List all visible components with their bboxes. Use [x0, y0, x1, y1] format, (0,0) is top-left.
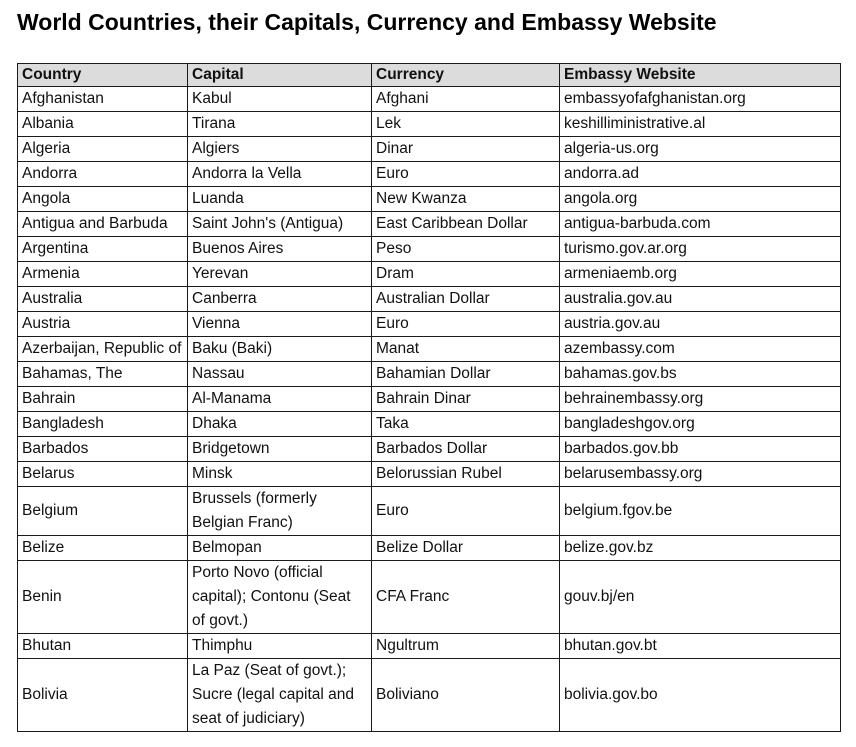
- currency-cell: Belorussian Rubel: [372, 462, 560, 487]
- country-cell: Armenia: [18, 262, 188, 287]
- embassy-website-cell: bhutan.gov.bt: [560, 634, 841, 659]
- country-cell: Angola: [18, 187, 188, 212]
- capital-cell: La Paz (Seat of govt.); Sucre (legal capital and seat of judiciary): [188, 659, 372, 732]
- table-row: [18, 262, 841, 287]
- country-cell: Belgium: [18, 487, 188, 536]
- currency-cell: Ngultrum: [372, 634, 560, 659]
- country-cell: Andorra: [18, 162, 188, 187]
- embassy-website-cell: barbados.gov.bb: [560, 437, 841, 462]
- embassy-website-cell: bolivia.gov.bo: [560, 659, 841, 732]
- embassy-website-cell: azembassy.com: [560, 337, 841, 362]
- currency-cell: Dinar: [372, 137, 560, 162]
- capital-cell: Bridgetown: [188, 437, 372, 462]
- embassy-website-cell: antigua-barbuda.com: [560, 212, 841, 237]
- capital-cell: Dhaka: [188, 412, 372, 437]
- currency-cell: Euro: [372, 487, 560, 536]
- currency-cell: Lek: [372, 112, 560, 137]
- currency-cell: Boliviano: [372, 659, 560, 732]
- country-cell: Bolivia: [18, 659, 188, 732]
- capital-cell: Vienna: [188, 312, 372, 337]
- capital-cell: Yerevan: [188, 262, 372, 287]
- embassy-website-cell: embassyofafghanistan.org: [560, 87, 841, 112]
- capital-cell: Baku (Baki): [188, 337, 372, 362]
- table-row: [18, 287, 841, 312]
- capital-cell: Andorra la Vella: [188, 162, 372, 187]
- currency-cell: Barbados Dollar: [372, 437, 560, 462]
- embassy-website-cell: armeniaemb.org: [560, 262, 841, 287]
- embassy-website-cell: behrainembassy.org: [560, 387, 841, 412]
- table-row: [18, 437, 841, 462]
- table-row: [18, 536, 841, 561]
- currency-cell: East Caribbean Dollar: [372, 212, 560, 237]
- currency-cell: Taka: [372, 412, 560, 437]
- capital-cell: Luanda: [188, 187, 372, 212]
- capital-cell: Kabul: [188, 87, 372, 112]
- country-cell: Barbados: [18, 437, 188, 462]
- currency-cell: CFA Franc: [372, 561, 560, 634]
- page-title: World Countries, their Capitals, Currency and Embassy Website: [17, 9, 717, 35]
- country-cell: Afghanistan: [18, 87, 188, 112]
- currency-cell: Bahamian Dollar: [372, 362, 560, 387]
- countries-table: [17, 63, 841, 732]
- currency-cell: Belize Dollar: [372, 536, 560, 561]
- table-row: [18, 561, 841, 634]
- capital-cell: Minsk: [188, 462, 372, 487]
- currency-cell: Manat: [372, 337, 560, 362]
- embassy-website-cell: angola.org: [560, 187, 841, 212]
- table-row: [18, 237, 841, 262]
- embassy-website-cell: algeria-us.org: [560, 137, 841, 162]
- capital-cell: Belmopan: [188, 536, 372, 561]
- embassy-website-cell: gouv.bj/en: [560, 561, 841, 634]
- country-cell: Bhutan: [18, 634, 188, 659]
- country-cell: Algeria: [18, 137, 188, 162]
- table-row: [18, 87, 841, 112]
- country-cell: Bangladesh: [18, 412, 188, 437]
- embassy-website-cell: turismo.gov.ar.org: [560, 237, 841, 262]
- table-row: [18, 212, 841, 237]
- table-row: [18, 412, 841, 437]
- capital-cell: Tirana: [188, 112, 372, 137]
- capital-cell: Porto Novo (official capital); Contonu (Seat of govt.): [188, 561, 372, 634]
- currency-cell: New Kwanza: [372, 187, 560, 212]
- currency-cell: Dram: [372, 262, 560, 287]
- country-cell: Azerbaijan, Republic of: [18, 337, 188, 362]
- country-cell: Australia: [18, 287, 188, 312]
- table-header-row: [18, 64, 841, 87]
- embassy-website-cell: belarusembassy.org: [560, 462, 841, 487]
- country-cell: Austria: [18, 312, 188, 337]
- embassy-website-cell: australia.gov.au: [560, 287, 841, 312]
- table-row: [18, 137, 841, 162]
- table-row: [18, 362, 841, 387]
- column-header-capital: Capital: [188, 64, 372, 87]
- currency-cell: Afghani: [372, 87, 560, 112]
- country-cell: Antigua and Barbuda: [18, 212, 188, 237]
- column-header-currency: Currency: [372, 64, 560, 87]
- table-row: [18, 387, 841, 412]
- embassy-website-cell: belize.gov.bz: [560, 536, 841, 561]
- embassy-website-cell: austria.gov.au: [560, 312, 841, 337]
- table-row: [18, 487, 841, 536]
- capital-cell: Saint John's (Antigua): [188, 212, 372, 237]
- capital-cell: Buenos Aires: [188, 237, 372, 262]
- capital-cell: Nassau: [188, 362, 372, 387]
- embassy-website-cell: andorra.ad: [560, 162, 841, 187]
- table-row: [18, 312, 841, 337]
- capital-cell: Thimphu: [188, 634, 372, 659]
- currency-cell: Euro: [372, 162, 560, 187]
- country-cell: Albania: [18, 112, 188, 137]
- country-cell: Benin: [18, 561, 188, 634]
- currency-cell: Bahrain Dinar: [372, 387, 560, 412]
- table-row: [18, 187, 841, 212]
- country-cell: Argentina: [18, 237, 188, 262]
- column-header-embassy-website: Embassy Website: [560, 64, 841, 87]
- embassy-website-cell: bangladeshgov.org: [560, 412, 841, 437]
- column-header-country: Country: [18, 64, 188, 87]
- table-row: [18, 634, 841, 659]
- capital-cell: Canberra: [188, 287, 372, 312]
- country-cell: Belize: [18, 536, 188, 561]
- table-row: [18, 162, 841, 187]
- currency-cell: Australian Dollar: [372, 287, 560, 312]
- country-cell: Belarus: [18, 462, 188, 487]
- embassy-website-cell: keshilliministrative.al: [560, 112, 841, 137]
- capital-cell: Brussels (formerly Belgian Franc): [188, 487, 372, 536]
- currency-cell: Euro: [372, 312, 560, 337]
- embassy-website-cell: bahamas.gov.bs: [560, 362, 841, 387]
- table-row: [18, 462, 841, 487]
- country-cell: Bahamas, The: [18, 362, 188, 387]
- embassy-website-cell: belgium.fgov.be: [560, 487, 841, 536]
- country-cell: Bahrain: [18, 387, 188, 412]
- table-row: [18, 337, 841, 362]
- capital-cell: Algiers: [188, 137, 372, 162]
- capital-cell: Al-Manama: [188, 387, 372, 412]
- currency-cell: Peso: [372, 237, 560, 262]
- table-row: [18, 659, 841, 732]
- table-row: [18, 112, 841, 137]
